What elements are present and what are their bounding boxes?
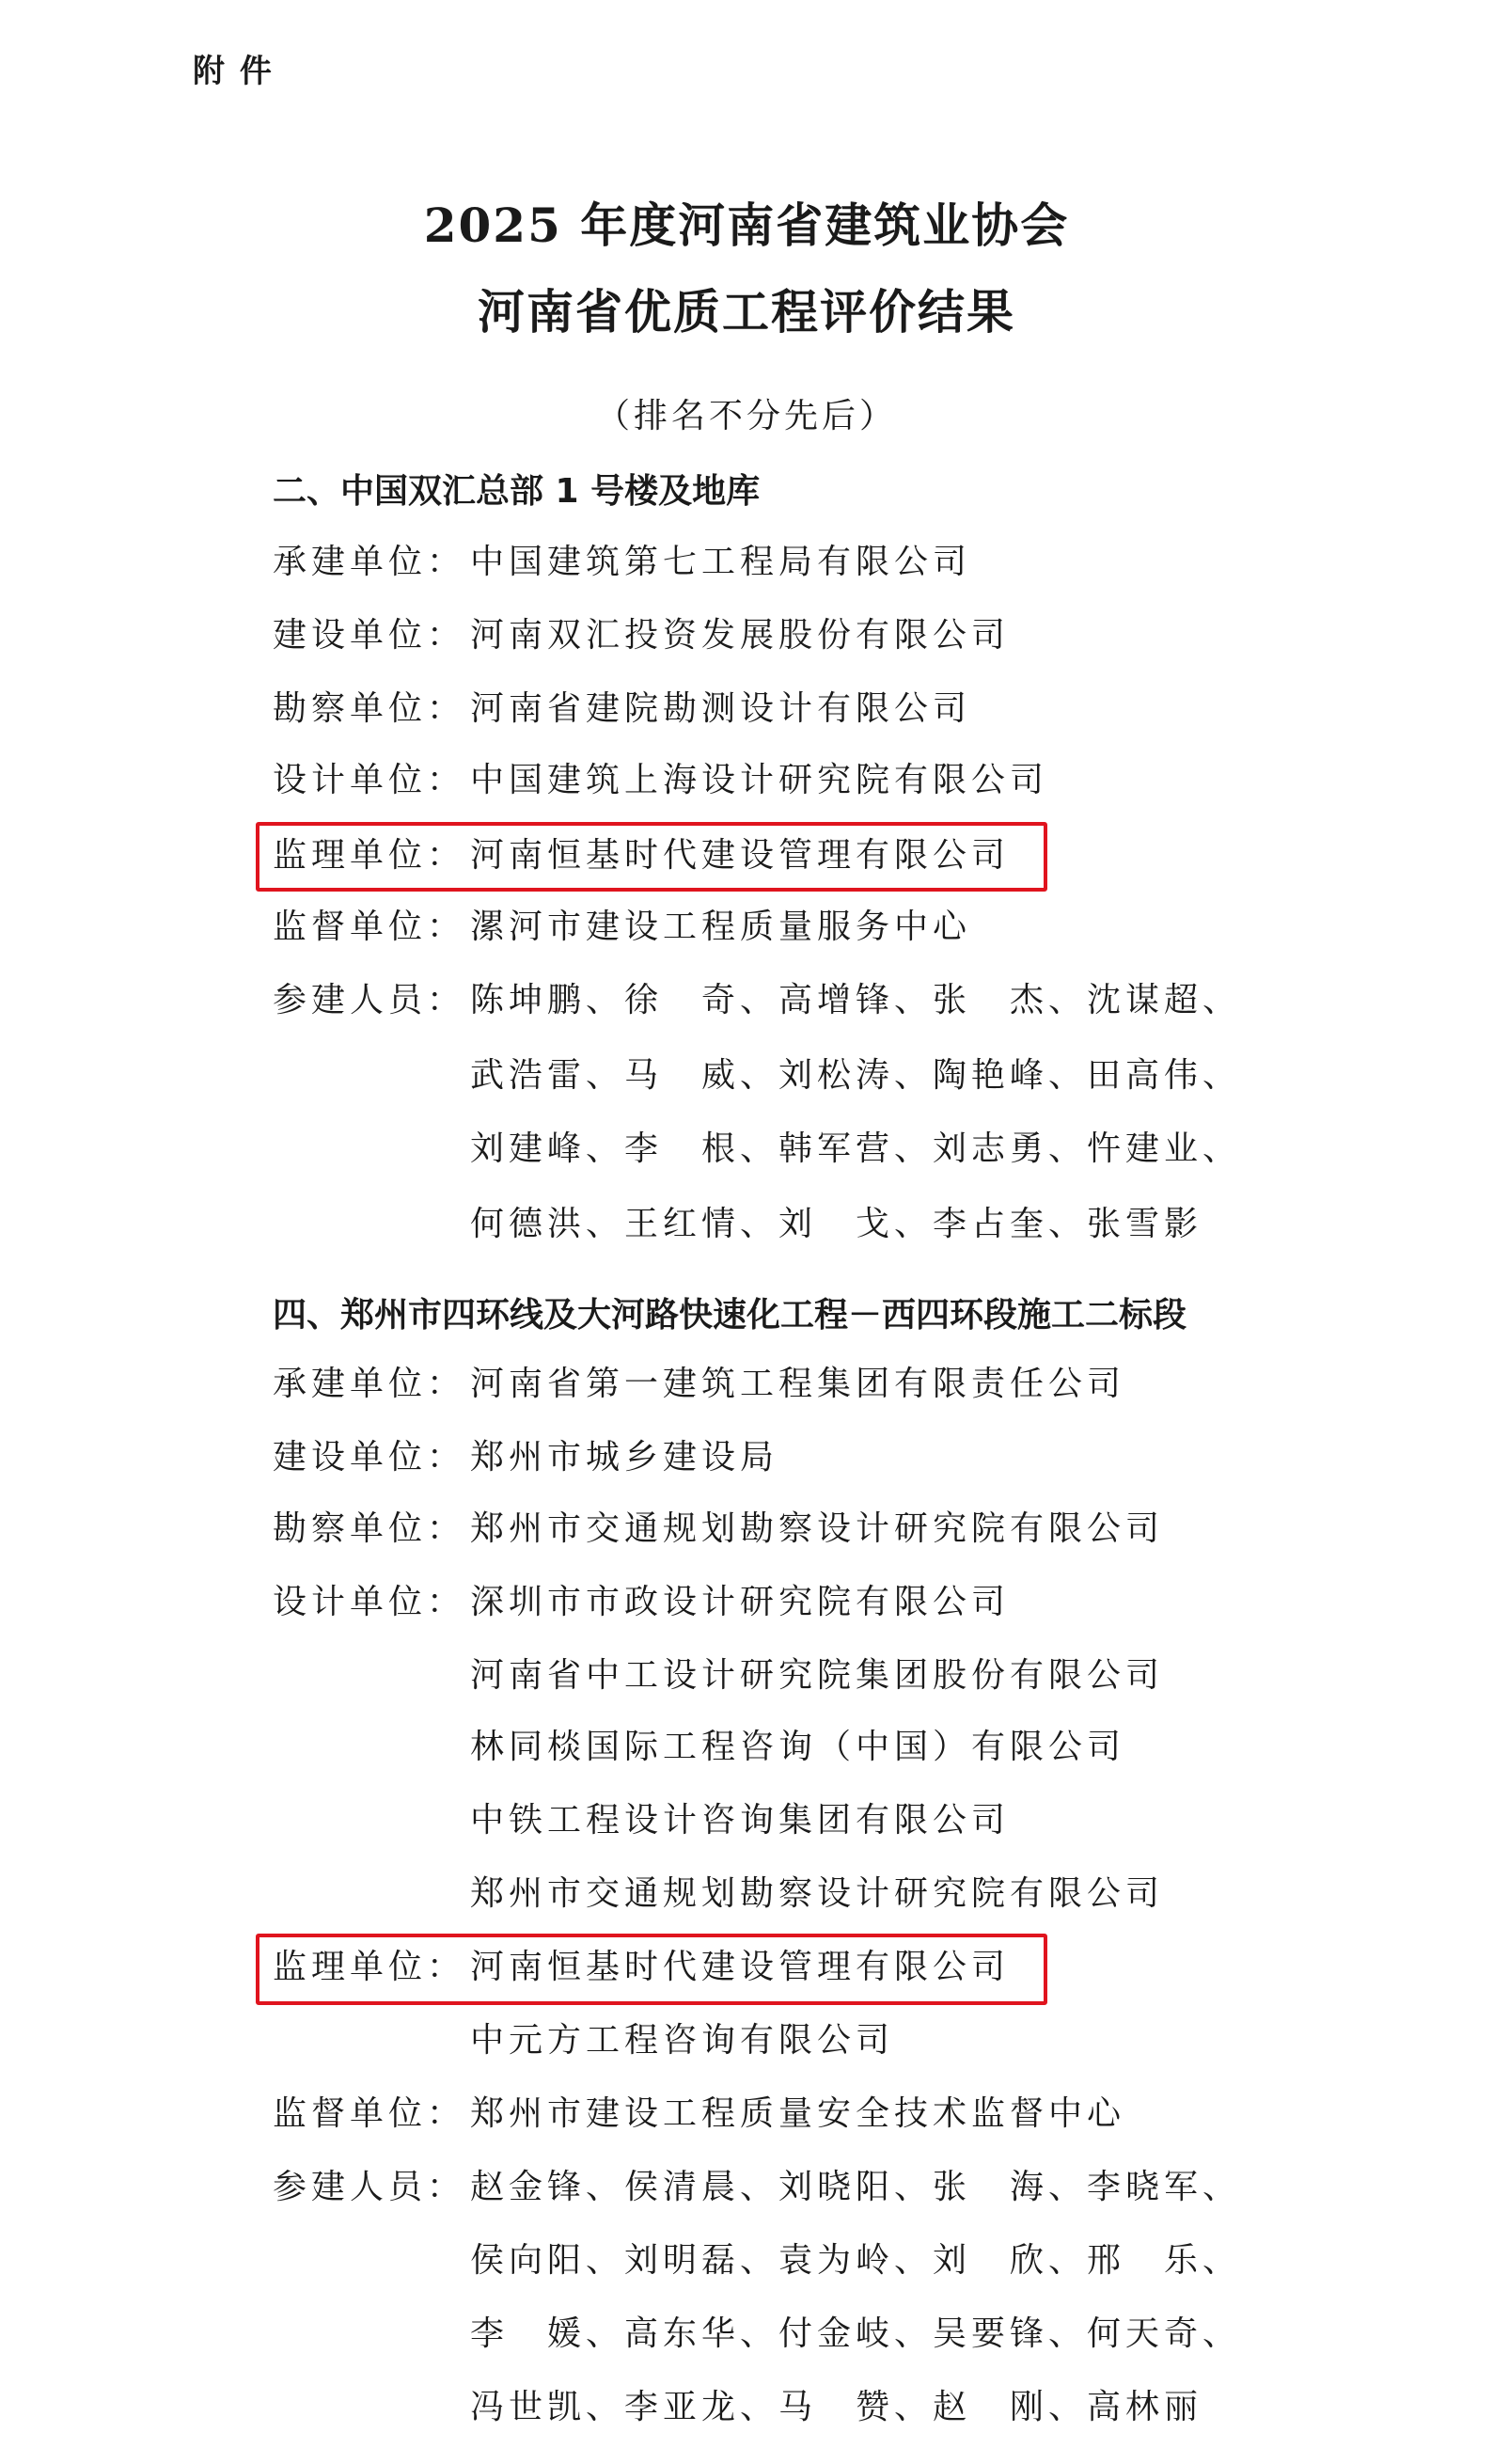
row-label: 承建单位： xyxy=(273,543,466,581)
row-label: 参建人员： xyxy=(273,981,466,1019)
section-heading: 二、中国双汇总部 1 号楼及地库 xyxy=(273,472,761,511)
row-value: 郑州市交通规划勘察设计研究院有限公司 xyxy=(470,1509,1165,1548)
developer-row xyxy=(273,1437,778,1478)
row-value: 河南省建院勘测设计有限公司 xyxy=(470,689,972,728)
row-label: 建设单位： xyxy=(273,616,466,655)
row-value: 深圳市市政设计研究院有限公司 xyxy=(470,1583,1011,1621)
document-title-line1: 2025 年度河南省建筑业协会 xyxy=(423,197,1070,253)
row-value: 中国建筑上海设计研究院有限公司 xyxy=(470,761,1049,799)
document-subtitle: （排名不分先后） xyxy=(595,397,897,435)
design-row xyxy=(273,1582,1010,1623)
staff-line: 冯世凯、李亚龙、马 赞、赵 刚、高林丽 xyxy=(470,2388,1203,2426)
row-value: 漯河市建设工程质量服务中心 xyxy=(470,908,972,946)
document-title-line2: 河南省优质工程评价结果 xyxy=(478,284,1015,340)
row-label: 承建单位： xyxy=(273,1365,466,1403)
row-label: 监督单位： xyxy=(273,908,466,946)
row-label: 监督单位： xyxy=(273,2094,466,2133)
contractor-row xyxy=(273,1364,1125,1405)
row-value: 河南省第一建筑工程集团有限责任公司 xyxy=(470,1365,1126,1403)
staff-line: 陈坤鹏、徐 奇、高增锋、张 杰、沈谋超、 xyxy=(470,981,1242,1019)
section-heading: 四、郑州市四环线及大河路快速化工程－西四环段施工二标段 xyxy=(273,1296,1187,1335)
row-value: 河南双汇投资发展股份有限公司 xyxy=(470,616,1011,655)
oversight-row xyxy=(273,2093,1125,2135)
oversight-row xyxy=(273,907,971,948)
design-unit-line: 河南省中工设计研究院集团股份有限公司 xyxy=(470,1656,1165,1695)
design-unit-line: 中铁工程设计咨询集团有限公司 xyxy=(470,1801,1011,1840)
row-value: 郑州市城乡建设局 xyxy=(470,1438,779,1477)
row-label: 监理单位： xyxy=(273,836,466,875)
design-row xyxy=(273,760,1048,801)
row-label: 设计单位： xyxy=(273,1583,466,1621)
design-unit-line: 郑州市交通规划勘察设计研究院有限公司 xyxy=(470,1874,1165,1913)
supervision-row xyxy=(273,1947,1010,1988)
survey-row xyxy=(273,688,971,730)
attachment-label: 附 件 xyxy=(193,53,274,90)
staff-line: 何德洪、王红情、刘 戈、李占奎、张雪影 xyxy=(470,1205,1203,1243)
contractor-row xyxy=(273,542,971,583)
supervision-row xyxy=(273,835,1010,877)
staff-line: 赵金锋、侯清晨、刘晓阳、张 海、李晓军、 xyxy=(470,2168,1242,2206)
staff-line: 刘建峰、李 根、韩军营、刘志勇、忤建业、 xyxy=(470,1129,1242,1168)
row-value: 郑州市建设工程质量安全技术监督中心 xyxy=(470,2094,1126,2133)
survey-row xyxy=(273,1508,1164,1550)
row-value: 中国建筑第七工程局有限公司 xyxy=(470,543,972,581)
staff-line: 武浩雷、马 威、刘松涛、陶艳峰、田高伟、 xyxy=(470,1056,1242,1095)
staff-line: 李 媛、高东华、付金岐、吴要锋、何天奇、 xyxy=(470,2314,1242,2353)
developer-row xyxy=(273,615,1010,656)
row-label: 设计单位： xyxy=(273,761,466,799)
row-value: 河南恒基时代建设管理有限公司 xyxy=(470,836,1011,875)
row-label: 参建人员： xyxy=(273,2168,466,2206)
row-label: 勘察单位： xyxy=(273,689,466,728)
row-label: 建设单位： xyxy=(273,1438,466,1477)
row-label: 勘察单位： xyxy=(273,1509,466,1548)
staff-line: 侯向阳、刘明磊、袁为岭、刘 欣、邢 乐、 xyxy=(470,2241,1242,2280)
staff-row xyxy=(273,980,1241,1021)
design-unit-line: 林同棪国际工程咨询（中国）有限公司 xyxy=(470,1728,1126,1766)
row-value: 河南恒基时代建设管理有限公司 xyxy=(470,1948,1011,1986)
supervision-unit-line: 中元方工程咨询有限公司 xyxy=(470,2021,895,2060)
staff-row xyxy=(273,2167,1241,2208)
row-label: 监理单位： xyxy=(273,1948,466,1986)
